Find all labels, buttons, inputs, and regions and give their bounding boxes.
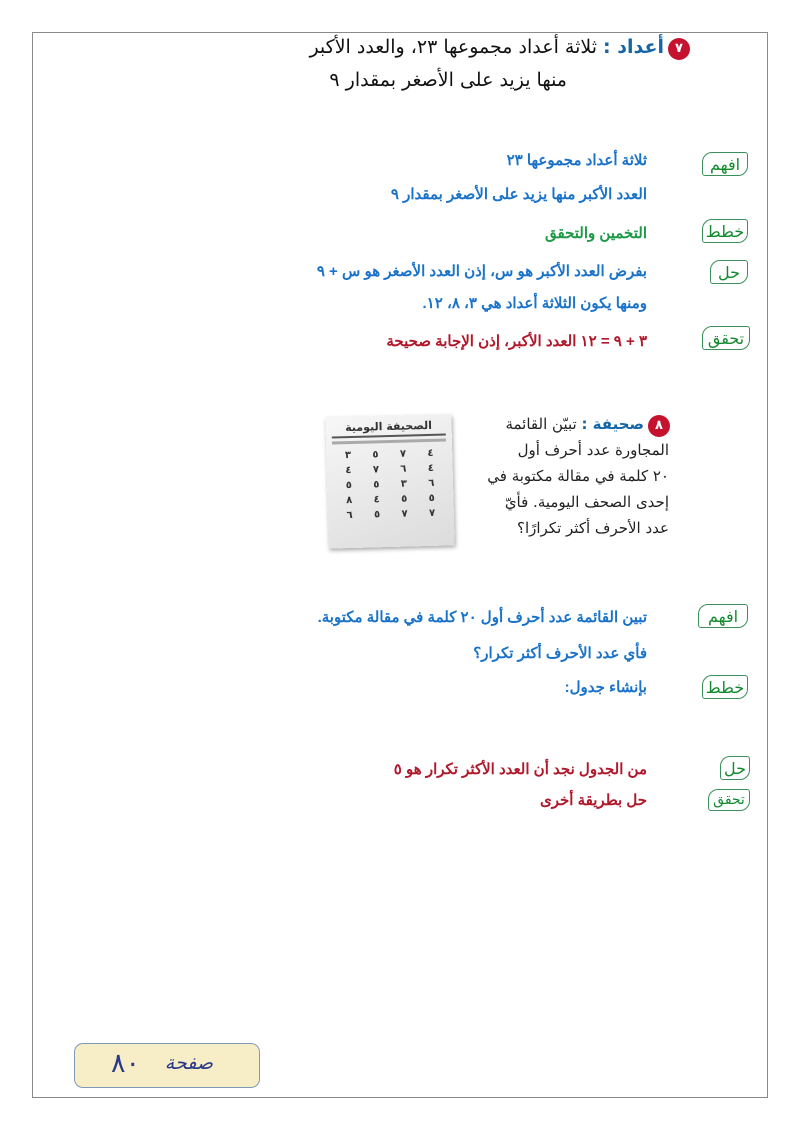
sol7-plan: التخمين والتحقق bbox=[544, 225, 647, 242]
table-cell: ٤ bbox=[373, 494, 380, 506]
sol7-solve-line-1: بفرض العدد الأكبر هو س، إذن العدد الأصغر هو س + ٩ bbox=[316, 263, 647, 280]
table-cell: ٣ bbox=[344, 450, 352, 462]
table-cell: ٥ bbox=[401, 493, 408, 505]
table-cell: ٤ bbox=[427, 462, 435, 475]
question-8-line-4: إحدى الصحف اليومية. فأيّ bbox=[504, 493, 669, 511]
table-cell: ٥ bbox=[372, 449, 379, 461]
table-cell: ٤ bbox=[427, 447, 434, 460]
question-8-line-1 bbox=[505, 412, 644, 436]
table-cell: ٧ bbox=[401, 508, 408, 520]
page-label: صفحة bbox=[164, 1052, 213, 1074]
sol7-understand-line-1: ثلاثة أعداد مجموعها ٢٣ bbox=[506, 152, 647, 169]
newspaper-table bbox=[334, 448, 446, 522]
tag-plan-2: خطط bbox=[702, 675, 748, 699]
table-cell: ٤ bbox=[345, 465, 352, 477]
question-7-number-badge: ٧ bbox=[668, 38, 690, 60]
question-7-line-1 bbox=[309, 36, 664, 58]
table-cell: ٧ bbox=[428, 507, 436, 519]
table-cell: ٧ bbox=[399, 448, 407, 460]
table-cell: ٨ bbox=[346, 494, 353, 507]
sol8-solve: من الجدول نجد أن العدد الأكثر تكرار هو ٥ bbox=[393, 761, 647, 778]
question-8-line-3: ٢٠ كلمة في مقالة مكتوبة في bbox=[487, 467, 669, 485]
question-7-text-1: ثلاثة أعداد مجموعها ٢٣، والعدد الأكبر bbox=[309, 36, 597, 58]
table-cell: ٥ bbox=[345, 480, 353, 492]
question-7-line-2: منها يزيد على الأصغر بمقدار ٩ bbox=[329, 69, 567, 91]
question-8-number-badge: ٨ bbox=[648, 415, 670, 437]
tag-solve: حل bbox=[710, 260, 748, 284]
newspaper-subheader bbox=[332, 439, 446, 445]
table-cell: ٥ bbox=[373, 509, 381, 521]
tag-check: تحقق bbox=[702, 326, 750, 350]
tag-understand: افهم bbox=[702, 152, 748, 176]
newspaper-rule bbox=[332, 434, 446, 439]
sol7-understand-line-2: العدد الأكبر منها يزيد على الأصغر بمقدار ٩ bbox=[390, 186, 647, 203]
table-cell: ٣ bbox=[400, 478, 408, 490]
table-cell: ٧ bbox=[372, 464, 380, 476]
table-cell: ٥ bbox=[373, 479, 380, 491]
table-cell: ٦ bbox=[428, 477, 435, 489]
sol8-check: حل بطريقة أخرى bbox=[540, 792, 647, 809]
question-8-text-1: تبيّن القائمة bbox=[505, 415, 577, 433]
sol8-understand-line-2: فأي عدد الأحرف أكثر تكرار؟ bbox=[473, 645, 647, 662]
table-cell: ٦ bbox=[400, 463, 407, 475]
question-8-line-5: عدد الأحرف أكثر تكرارًا؟ bbox=[516, 519, 669, 537]
sol7-check: ٣ + ٩ = ١٢ العدد الأكبر، إذن الإجابة صحيحة bbox=[386, 333, 647, 350]
question-7-title: أعداد : bbox=[603, 36, 664, 58]
tag-plan: خطط bbox=[702, 219, 748, 243]
tag-understand-2: افهم bbox=[698, 604, 748, 628]
sol7-solve-line-2: ومنها يكون الثلاثة أعداد هي ٣، ٨، ١٢. bbox=[422, 295, 647, 312]
tag-check-2: تحقق bbox=[708, 789, 750, 811]
table-cell: ٦ bbox=[346, 509, 353, 522]
sol8-plan: بإنشاء جدول: bbox=[564, 679, 647, 696]
tag-solve-2: حل bbox=[720, 756, 750, 780]
page-number-badge bbox=[74, 1043, 260, 1088]
newspaper-image bbox=[325, 414, 454, 548]
question-8-line-2: المجاورة عدد أحرف أول bbox=[517, 441, 669, 459]
table-cell: ٥ bbox=[428, 492, 435, 504]
newspaper-title: الصحيفة اليومية bbox=[344, 418, 433, 435]
page-number: ٨٠ bbox=[111, 1048, 141, 1079]
question-8-title: صحيفة : bbox=[581, 415, 644, 433]
sol8-understand-line-1: تبين القائمة عدد أحرف أول ٢٠ كلمة في مقالة مكتوبة. bbox=[317, 609, 647, 626]
